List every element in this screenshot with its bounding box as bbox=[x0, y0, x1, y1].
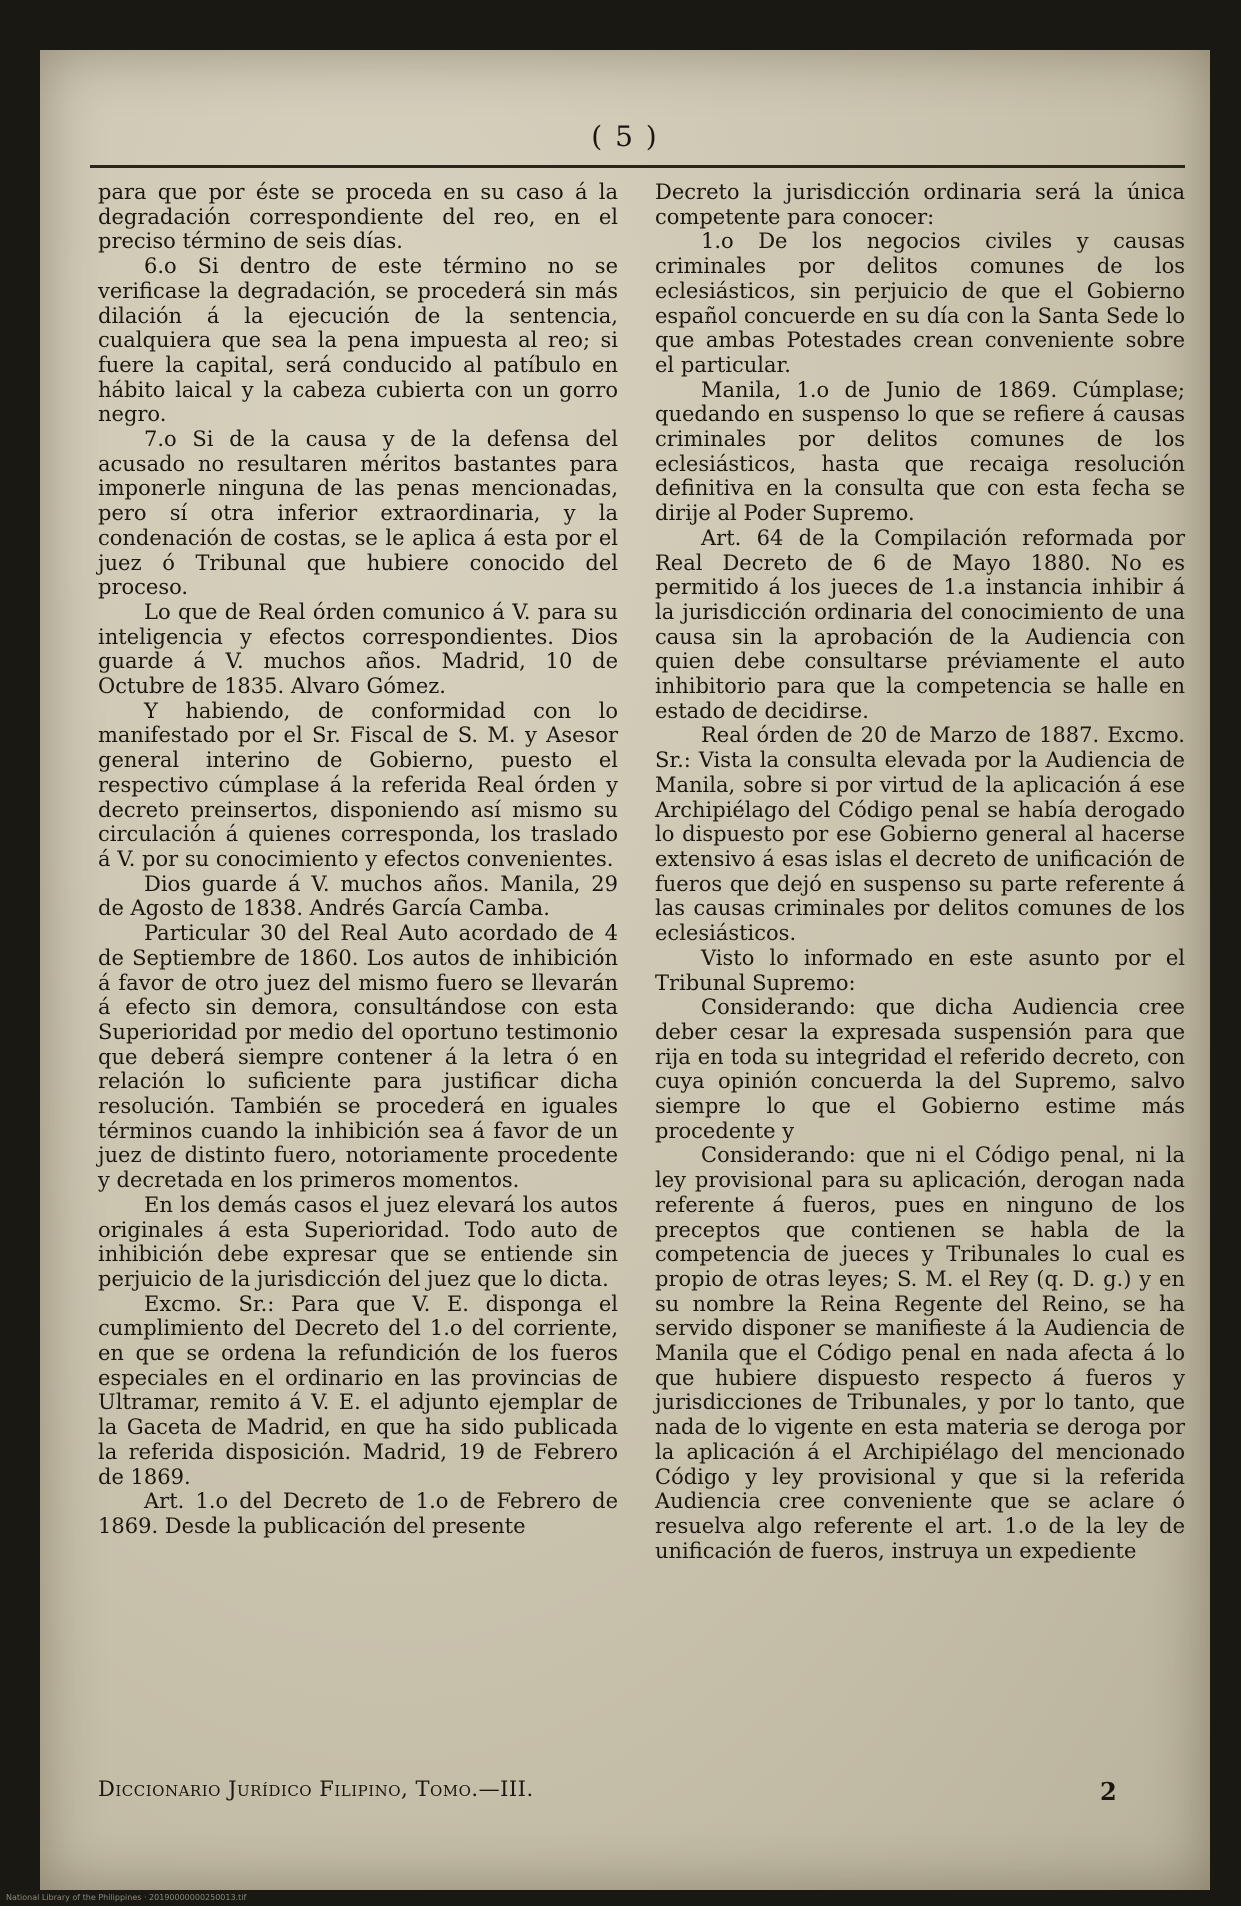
paragraph: Art. 64 de la Compilación reformada por Real Decreto de 6 de Mayo 1880. No es permitido á los jueces de 1.a instancia inhibir á la jurisdicción ordinaria del conocimiento de una causa sin la aprobación de la Audiencia con quien debe consultarse préviamente el auto inhibitorio para que la competencia se halle en estado de decidirse. bbox=[655, 525, 1185, 723]
document-page bbox=[40, 50, 1210, 1890]
paragraph: Considerando: que dicha Audiencia cree deber cesar la expresada suspensión para que rija en toda su integridad el referido decreto, con cuya opinión concuerda la del Supremo, salvo siempre lo que el Gobierno estime más procedente y bbox=[655, 995, 1185, 1143]
paragraph: Decreto la jurisdicción ordinaria será la única competente para conocer: bbox=[655, 180, 1185, 229]
paragraph: Real órden de 20 de Marzo de 1887. Excmo. Sr.: Vista la consulta elevada por la Audiencia de Manila, sobre si por virtud de la aplicación á ese Archipiélago del Código penal se había derogado lo dispuesto por ese Gobierno general al hacerse extensivo á esas islas el decreto de unificación de fueros que dejó en suspenso su parte referente á las causas criminales por delitos comunes de los eclesiásticos. bbox=[655, 723, 1185, 946]
right-column bbox=[655, 180, 1185, 1563]
footer-title: Diccionario Jurídico Filipino, Tomo.—III. bbox=[98, 1777, 534, 1801]
left-column bbox=[98, 180, 618, 1539]
paragraph: Lo que de Real órden comunico á V. para su inteligencia y efectos correspondientes. Dios guarde á V. muchos años. Madrid, 10 de Octubre de 1835. Alvaro Gómez. bbox=[98, 599, 618, 699]
paragraph: 6.o Si dentro de este término no se verificase la degradación, se procederá sin más dilación á la ejecución de la sentencia, cualquiera que sea la pena impuesta al reo; si fuere la capital, será conducido al patíbulo en hábito laical y la cabeza cubierta con un gorro negro. bbox=[98, 254, 618, 427]
paragraph: Art. 1.o del Decreto de 1.o de Febrero de 1869. Desde la publicación del presente bbox=[98, 1489, 618, 1538]
paragraph: Particular 30 del Real Auto acordado de 4 de Septiembre de 1860. Los autos de inhibición á favor de otro juez del mismo fuero se llevarán á efecto sin demora, consultándose con esta Superioridad por medio del oportuno testimonio que deberá siempre contener á la letra ó en relación lo suficiente para justificar dicha resolución. También se procederá en iguales términos cuando la inhibición sea á favor de un juez de distinto fuero, notoriamente procedente y decretada en los primeros momentos. bbox=[98, 921, 618, 1193]
paragraph: Visto lo informado en este asunto por el Tribunal Supremo: bbox=[655, 945, 1185, 995]
paragraph: Dios guarde á V. muchos años. Manila, 29 de Agosto de 1838. Andrés García Camba. bbox=[98, 871, 618, 921]
paragraph: Considerando: que ni el Código penal, ni la ley provisional para su aplicación, derogan nada referente á fueros, pues en ninguno de los preceptos que contienen se habla de la competencia de jueces y Tribunales lo cual es propio de otras leyes; S. M. el Rey (q. D. g.) y en su nombre la Reina Regente del Reino, se ha servido disponer se manifieste á la Audiencia de Manila que el Código penal en nada afecta á lo que hubiere dispuesto respecto á fueros y jurisdicciones de Tribunales, y por lo tanto, que nada de lo vigente en esta materia se deroga por la aplicación á el Archipiélago del mencionado Código y ley provisional y que si la referida Audiencia cree conveniente que se aclare ó resuelva algo referente el art. 1.o de la ley de unificación de fueros, instruya un expediente bbox=[655, 1143, 1185, 1563]
paragraph: 1.o De los negocios civiles y causas criminales por delitos comunes de los eclesiásticos, sin perjuicio de que el Gobierno español concuerde en su día con la Santa Sede lo que ambas Potestades crean conveniente sobre el particular. bbox=[655, 229, 1185, 377]
paragraph: Manila, 1.o de Junio de 1869. Cúmplase; quedando en suspenso lo que se refiere á causas criminales por delitos comunes de los eclesiásticos, hasta que recaiga resolución definitiva en la consulta que con esta fecha se dirije al Poder Supremo. bbox=[655, 377, 1185, 526]
header-rule bbox=[90, 165, 1185, 168]
paragraph: para que por éste se proceda en su caso á la degradación correspondiente del reo, en el preciso término de seis días. bbox=[98, 180, 618, 254]
paragraph: Y habiendo, de conformidad con lo manifestado por el Sr. Fiscal de S. M. y Asesor general interino de Gobierno, puesto el respectivo cúmplase á la referida Real órden y decreto preinsertos, disponiendo así mismo su circulación á quienes corresponda, los traslado á V. por su conocimiento y efectos convenientes. bbox=[98, 698, 618, 871]
paragraph: Excmo. Sr.: Para que V. E. disponga el cumplimiento del Decreto del 1.o del corriente, en que se ordena la refundición de los fueros especiales en el ordinario en las provincias de Ultramar, remito á V. E. el adjunto ejemplar de la Gaceta de Madrid, en que ha sido publicada la referida disposición. Madrid, 19 de Febrero de 1869. bbox=[98, 1291, 618, 1489]
archive-watermark: National Library of the Philippines · 20190000000250013.tif bbox=[6, 1893, 247, 1902]
signature-mark: 2 bbox=[1100, 1777, 1117, 1806]
page-number: ( 5 ) bbox=[591, 120, 659, 153]
paragraph: 7.o Si de la causa y de la defensa del acusado no resultaren méritos bastantes para imponerle ninguna de las penas mencionadas, pero sí otra inferior extraordinaria, y la condenación de costas, se le aplica á esta por el juez ó Tribunal que hubiere conocido del proceso. bbox=[98, 427, 618, 600]
paragraph: En los demás casos el juez elevará los autos originales á esta Superioridad. Todo auto de inhibición debe expresar que se entiende sin perjuicio de la jurisdicción del juez que lo dicta. bbox=[98, 1192, 618, 1291]
